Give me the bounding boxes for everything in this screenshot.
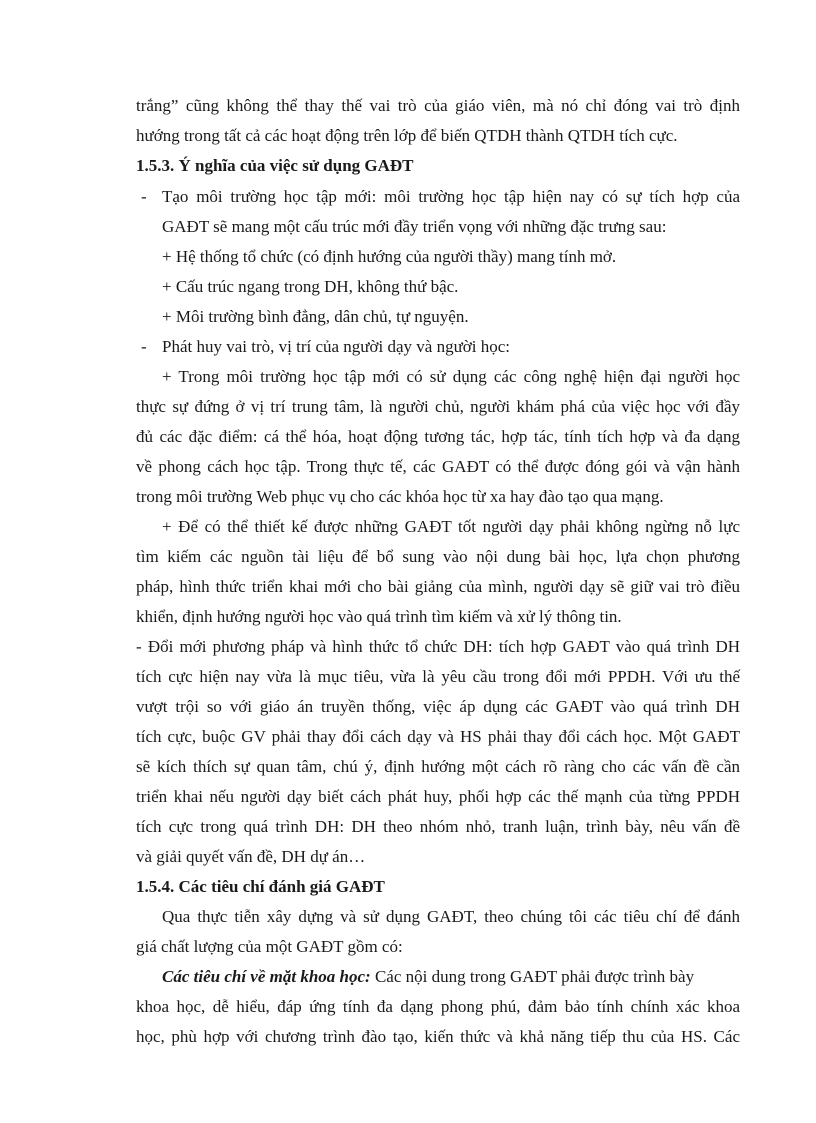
text-line: trắng” cũng không thể thay thế vai trò của giáo viên, mà nó chỉ đóng vai trò định	[136, 96, 740, 115]
criteria-label: Các tiêu chí về mặt khoa học:	[162, 967, 371, 986]
text-line: tìm kiếm các nguồn tài liệu để bổ sung vào nội dung bài học, lựa chọn phương	[136, 547, 740, 566]
text-line: triển khai nếu người dạy biết cách phát huy, phối hợp các thế mạnh của từng PPDH	[136, 787, 740, 806]
text-line: và giải quyết vấn đề, DH dự án…	[136, 847, 366, 866]
text-line: pháp, hình thức triển khai mới cho bài giảng của mình, người dạy sẽ giữ vai trò điều	[136, 577, 740, 596]
text-line: vượt trội so với giáo án truyền thống, việc áp dụng các GAĐT vào quá trình DH	[136, 697, 740, 716]
text-line: + Để có thể thiết kế được những GAĐT tốt người dạy phải không ngừng nỗ lực	[162, 517, 740, 536]
text-line	[162, 966, 694, 990]
text-line: GAĐT sẽ mang một cấu trúc mới đầy triển vọng với những đặc trưng sau:	[162, 217, 667, 236]
text-line: Qua thực tiễn xây dựng và sử dụng GAĐT, theo chúng tôi các tiêu chí để đánh	[162, 907, 740, 926]
text-line: khiển, định hướng người học vào quá trình tìm kiếm và xử lý thông tin.	[136, 607, 622, 626]
text-line: sẽ kích thích sự quan tâm, chú ý, định hướng một cách rõ ràng cho các vấn đề cần	[136, 757, 740, 776]
text-line: tích cực, buộc GV phải thay đổi cách dạy và HS phải thay đổi cách học. Một GAĐT	[136, 727, 740, 746]
sub-item: + Hệ thống tổ chức (có định hướng của người thầy) mang tính mở.	[162, 247, 617, 266]
text-line: tích cực trong quá trình DH: DH theo nhóm nhỏ, tranh luận, trình bày, nêu vấn đề	[136, 817, 740, 836]
text-line: tích cực hiện nay vừa là mục tiêu, vừa là yêu cầu trong đổi mới PPDH. Với ưu thế	[136, 667, 740, 686]
text-line: trong môi trường Web phục vụ cho các khóa học từ xa hay đào tạo qua mạng.	[136, 487, 664, 506]
text-line: Tạo môi trường học tập mới: môi trường học tập hiện nay có sự tích hợp của	[162, 187, 740, 206]
text-line: đủ các đặc điểm: cá thể hóa, hoạt động tương tác, hợp tác, tính tích hợp và đa dạng	[136, 427, 740, 446]
bullet-dash: -	[141, 187, 147, 206]
text-line: hướng trong tất cả các hoạt động trên lớp để biến QTDH thành QTDH tích cực.	[136, 126, 678, 145]
text-line: về phong cách học tập. Trong thực tế, các GAĐT có thể được đóng gói và vận hành	[136, 457, 740, 476]
sub-item: + Cấu trúc ngang trong DH, không thứ bậc.	[162, 277, 459, 296]
text-line: - Đổi mới phương pháp và hình thức tổ chức DH: tích hợp GAĐT vào quá trình DH	[136, 637, 740, 656]
text-line: + Trong môi trường học tập mới có sử dụng các công nghệ hiện đại người học	[162, 367, 740, 386]
text-line: thực sự đứng ở vị trí trung tâm, là người chủ, người khám phá của việc học với đầy	[136, 397, 740, 416]
criteria-text: Các nội dung trong GAĐT phải được trình bày	[370, 967, 695, 986]
text-line: khoa học, dễ hiểu, đáp ứng tính đa dạng phong phú, đảm bảo tính chính xác khoa	[136, 997, 740, 1016]
text-line: Phát huy vai trò, vị trí của người dạy và người học:	[162, 337, 511, 356]
text-line: giá chất lượng của một GAĐT gồm có:	[136, 937, 403, 956]
section-heading-1-5-3: 1.5.3. Ý nghĩa của việc sử dụng GAĐT	[136, 156, 414, 175]
text-line: học, phù hợp với chương trình đào tạo, kiến thức và khả năng tiếp thu của HS. Các	[136, 1027, 740, 1046]
bullet-dash: -	[141, 337, 147, 356]
sub-item: + Môi trường bình đẳng, dân chủ, tự nguyện.	[162, 307, 469, 326]
section-heading-1-5-4: 1.5.4. Các tiêu chí đánh giá GAĐT	[136, 877, 385, 896]
